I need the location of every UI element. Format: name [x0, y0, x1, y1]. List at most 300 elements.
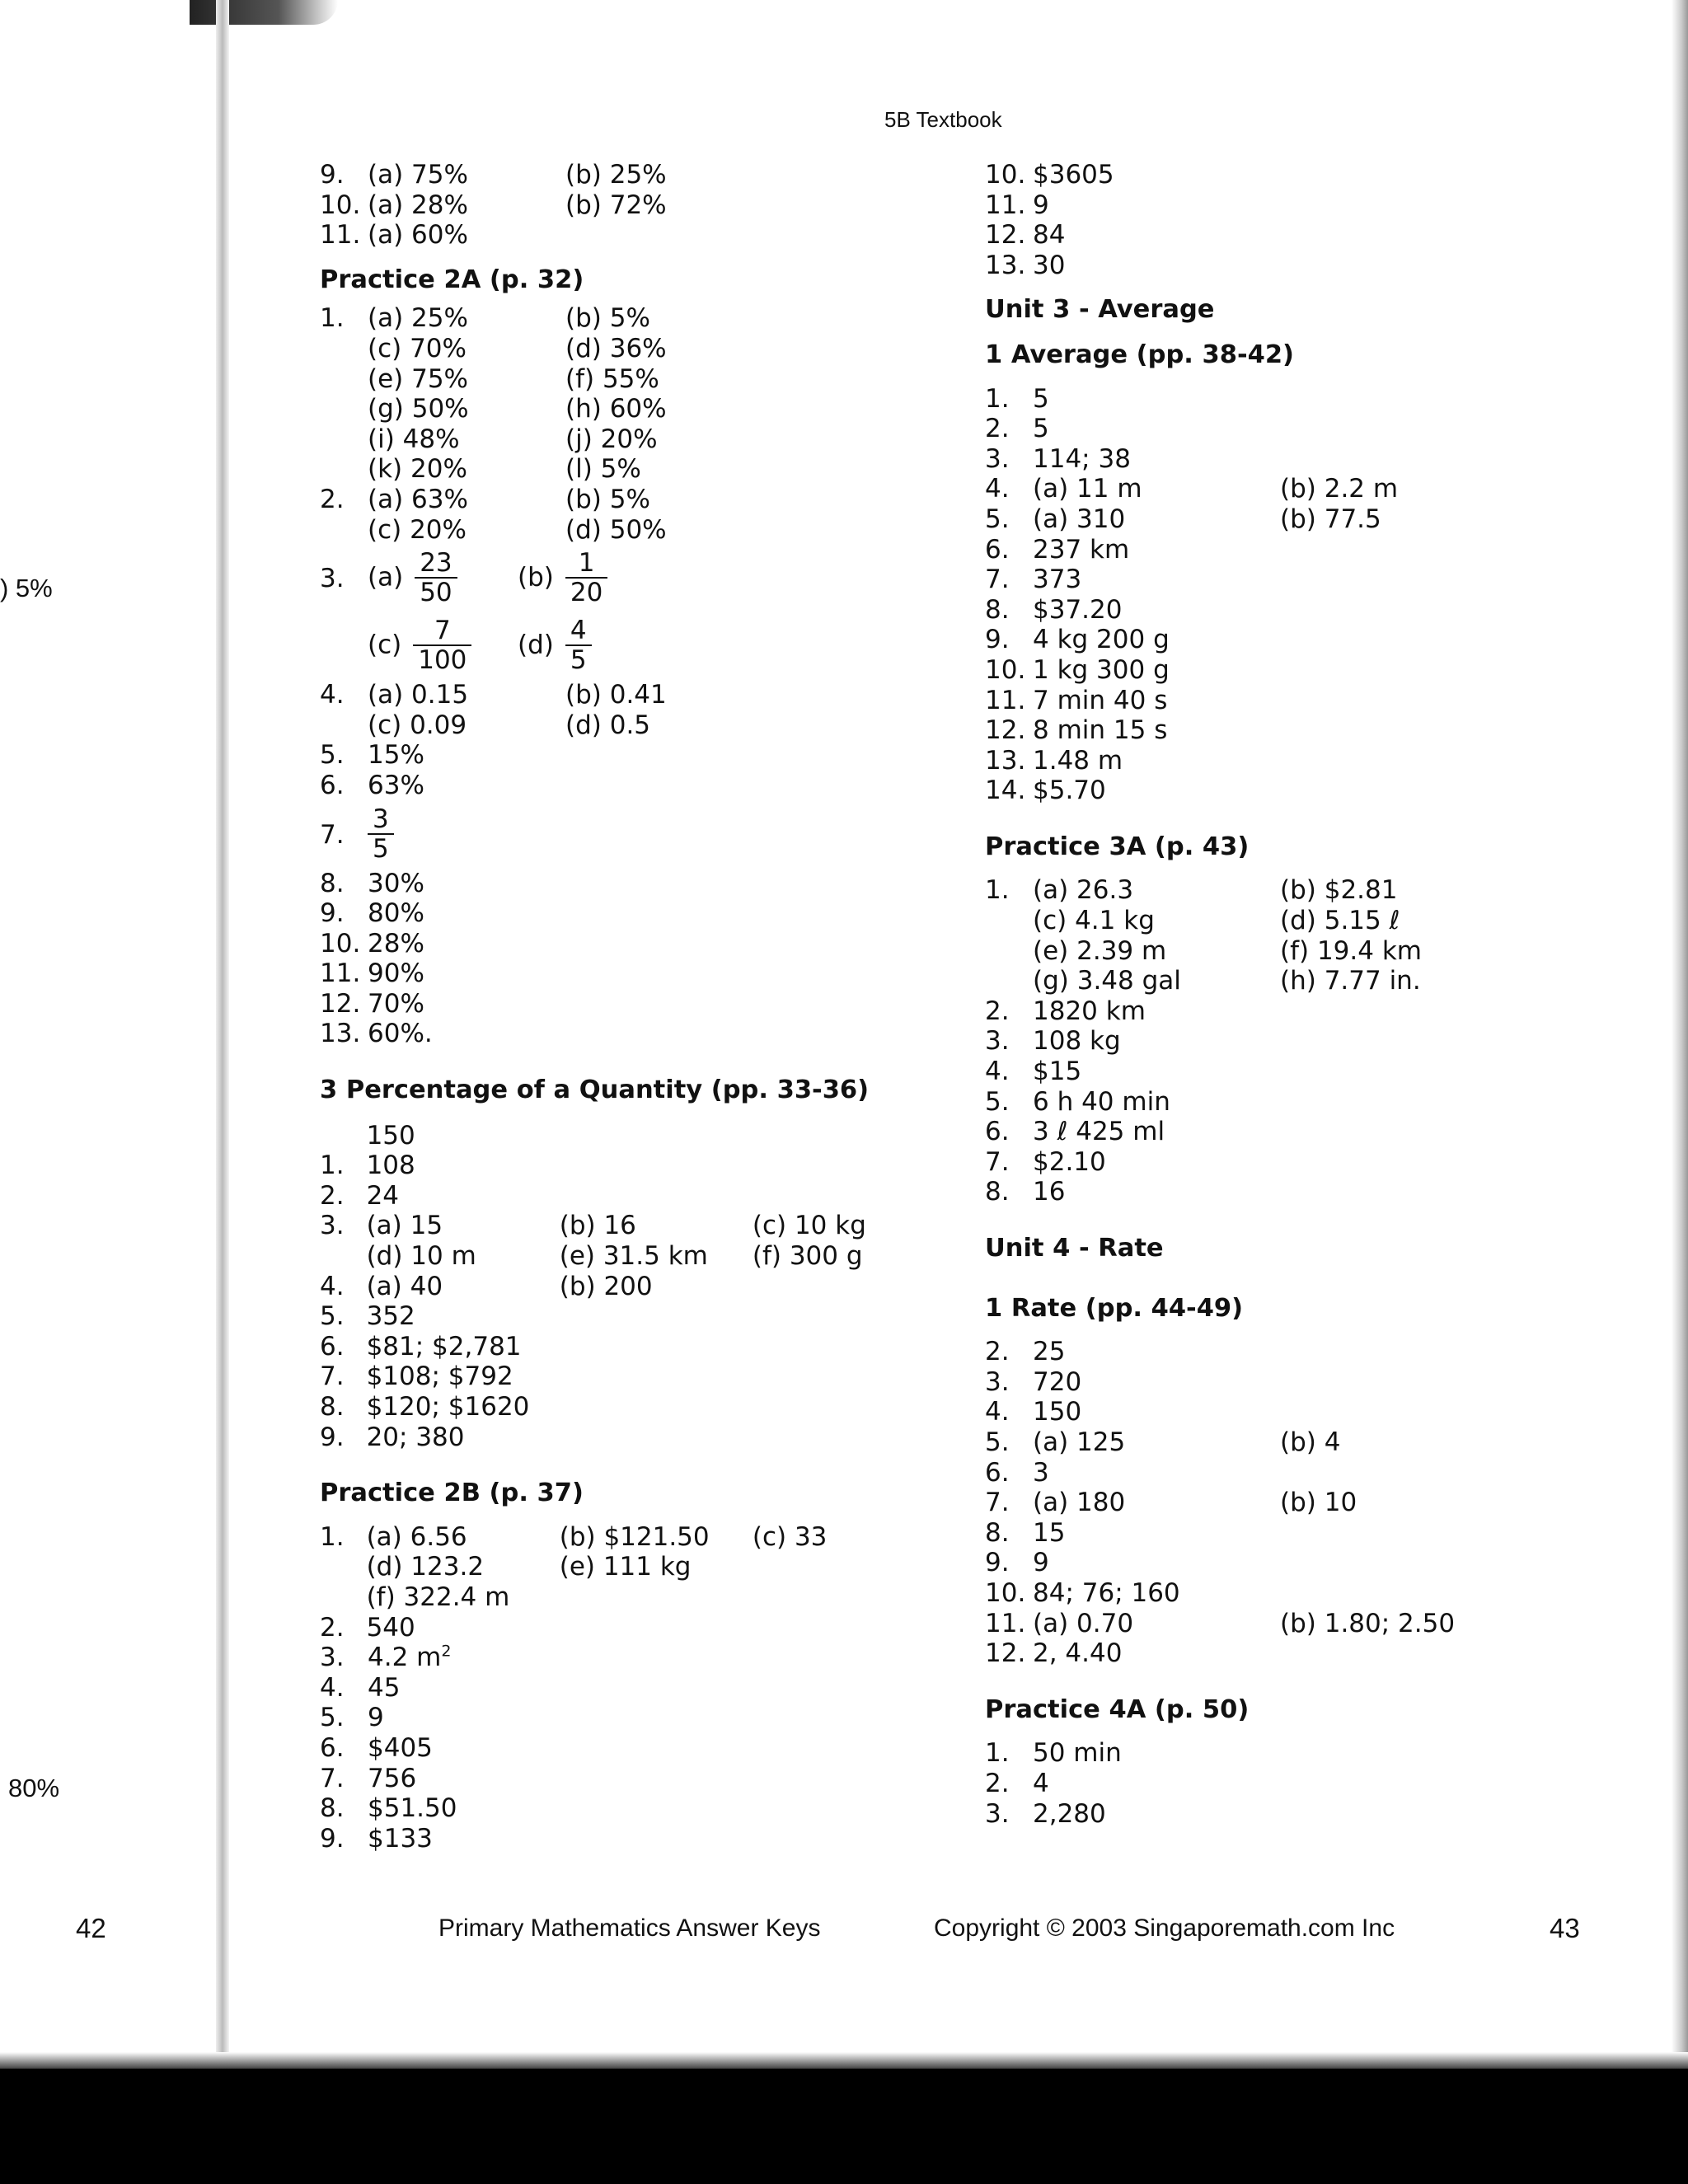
item-number: 8. [985, 1517, 1010, 1548]
practice-2a-list [320, 303, 913, 545]
answer-text: (d) 123.2 [366, 1552, 485, 1582]
item-number [985, 906, 1033, 936]
list-item [985, 1397, 1512, 1427]
answer-text: (b) 0.41 [565, 680, 667, 710]
answer-text [1280, 715, 1494, 746]
list-item [985, 875, 1512, 906]
answer-text [1280, 996, 1494, 1027]
answer-text: $120; $1620 [366, 1392, 530, 1422]
item-number [320, 454, 368, 485]
answer-text: 4 kg 200 g [1033, 625, 1170, 655]
answer-text: 3 ℓ 425 ml [1033, 1117, 1165, 1147]
item-number: 13. [985, 250, 1026, 280]
answer-text: $37.20 [1033, 594, 1123, 625]
page-bottom-edge [0, 2052, 1688, 2069]
answer-text [560, 1613, 753, 1643]
item-number: 5. [985, 504, 1010, 534]
item-number: 8. [320, 868, 345, 898]
right-column [985, 160, 1512, 1829]
answer-text [565, 220, 763, 251]
answer-text [1280, 535, 1494, 565]
answer-text: 9 [1033, 1548, 1049, 1578]
answer-text: (j) 20% [565, 424, 658, 454]
unit-heading-rate: Unit 4 - Rate [985, 1234, 1164, 1263]
item-number: 6. [985, 1117, 1010, 1147]
item-number: 13. [320, 1019, 361, 1049]
answer-text: 373 [1033, 565, 1082, 595]
answer-text: 352 [366, 1301, 415, 1332]
answer-text [1280, 1367, 1494, 1398]
answer-text [1280, 1177, 1494, 1207]
answer-text: (a) 26.3 [1033, 875, 1134, 906]
answer-text: 237 km [1033, 534, 1130, 565]
practice-2a-q3-row2: (c) $\frac{7}{100}$ (d) $\frac{4}{5}$ [320, 612, 913, 680]
list-item [985, 966, 1512, 996]
practice-4a-list [985, 1738, 1512, 1829]
answer-text [1280, 414, 1494, 444]
list-item [985, 715, 1512, 746]
answer-text: (a) 6.56 [366, 1521, 467, 1552]
list-item [320, 1422, 913, 1453]
answer-text [565, 740, 763, 771]
rate-list [985, 1337, 1512, 1669]
answer-text: (f) 322.4 m [366, 1582, 510, 1612]
list-item [320, 740, 913, 771]
answer-text: 30% [368, 868, 424, 898]
section-heading-rate: 1 Rate (pp. 44-49) [985, 1293, 1244, 1323]
list-item [985, 1087, 1512, 1118]
answer-text [1280, 565, 1494, 595]
list-item [985, 996, 1512, 1027]
answer-text: $108; $792 [366, 1361, 513, 1392]
answer-text: (h) 7.77 in. [1280, 966, 1421, 996]
answer-text: (a) 125 [1033, 1427, 1126, 1457]
answer-text [753, 1422, 913, 1453]
section-heading-practice-3a: Practice 3A (p. 43) [985, 832, 1250, 861]
practice-2a-list-2 [320, 680, 913, 800]
item-number: 4. [320, 680, 345, 710]
answer-text: 540 [366, 1612, 415, 1643]
answer-text [560, 1392, 753, 1422]
answer-text: (b) 1.80; 2.50 [1280, 1608, 1456, 1638]
answer-text: (a) 25% [368, 303, 468, 334]
answer-text: (e) 75% [368, 363, 469, 394]
answer-text: 150 [366, 1120, 415, 1151]
left-column [320, 160, 913, 1854]
list-item [320, 1241, 913, 1272]
list-item [320, 334, 913, 364]
answer-text: (e) 2.39 m [1033, 935, 1167, 966]
item-number [320, 515, 368, 546]
item-number: 7. [985, 1146, 1010, 1177]
list-item [985, 251, 1512, 281]
answer-text: 60%. [368, 1019, 433, 1049]
answer-text: 114; 38 [1033, 443, 1131, 474]
item-number: 6. [320, 1331, 345, 1361]
item-number: 8. [320, 1793, 345, 1824]
list-item [985, 1738, 1512, 1769]
percentage-of-quantity-list [320, 1121, 913, 1453]
fraction: $\frac{23}{50}$ [415, 550, 457, 607]
answer-text: (d) 50% [565, 514, 667, 545]
answer-text [1280, 1578, 1494, 1609]
answer-text: 4 [1033, 1768, 1049, 1798]
answer-text: (k) 20% [368, 454, 467, 485]
answer-text: 45 [368, 1672, 401, 1703]
right-page-number: 43 [1550, 1913, 1580, 1943]
answer-text [1280, 1057, 1494, 1087]
item-number: 1. [320, 1521, 345, 1552]
item-number: 6. [320, 1732, 345, 1763]
answer-text [1280, 625, 1494, 655]
answer-text: (b) 4 [1280, 1427, 1341, 1457]
answer-text: 9 [368, 1703, 384, 1733]
answer-text [560, 1151, 753, 1181]
list-item [985, 160, 1512, 190]
list-item [320, 1211, 913, 1241]
item-number: 2. [985, 1768, 1010, 1798]
item-number: 14. [985, 776, 1026, 806]
answer-text: 720 [1033, 1366, 1082, 1397]
left-page-number: 42 [76, 1913, 106, 1943]
answer-text: 25 [1033, 1337, 1066, 1367]
list-item [320, 454, 913, 485]
answer-text: (l) 5% [565, 454, 641, 485]
answer-text [560, 1121, 753, 1151]
item-number: 1. [985, 875, 1010, 906]
answer-text: $5.70 [1033, 776, 1106, 806]
section-heading-practice-2a: Practice 2A (p. 32) [320, 265, 584, 294]
item-number: 6. [985, 1457, 1010, 1488]
answer-text [1280, 384, 1494, 415]
answer-text [1280, 1458, 1494, 1488]
practice-2b-list [320, 1522, 913, 1643]
answer-text: $133 [368, 1823, 433, 1854]
answer-text [565, 771, 763, 801]
list-item [320, 364, 913, 395]
answer-text: 80% [368, 898, 424, 929]
list-item [985, 746, 1512, 776]
answer-text [753, 1151, 913, 1181]
answer-text: (f) 300 g [752, 1241, 863, 1272]
item-number: 4. [985, 1397, 1010, 1427]
list-item [985, 1769, 1512, 1799]
list-item [985, 474, 1512, 504]
answer-text: 28% [368, 928, 424, 958]
page-right-edge [1672, 0, 1688, 2064]
answer-text [753, 1361, 913, 1392]
answer-text: (b) $2.81 [1280, 875, 1398, 906]
item-number: 1. [985, 1738, 1010, 1769]
list-item [320, 485, 913, 515]
item-number: 12. [320, 988, 361, 1019]
list-item [320, 1361, 913, 1392]
answer-text: 15 [1033, 1517, 1066, 1548]
answer-text: 108 kg [1033, 1026, 1121, 1057]
fraction: $\frac{1}{20}$ [565, 550, 607, 607]
answer-text: (c) 20% [368, 514, 467, 545]
answer-text: (a) 60% [368, 220, 468, 251]
answer-text: (a) 0.15 [368, 680, 469, 710]
answer-text: (a) 28% [368, 190, 468, 220]
item-number: 11. [320, 958, 361, 989]
item-number [320, 424, 368, 455]
list-item [320, 1703, 913, 1733]
item-number: 10. [320, 928, 361, 958]
list-item [985, 1799, 1512, 1830]
list-item [320, 1392, 913, 1422]
answer-text [753, 1301, 913, 1332]
item-number: 11. [320, 220, 361, 251]
answer-text: $81; $2,781 [366, 1331, 522, 1361]
list-item [985, 1177, 1512, 1207]
answer-text [753, 1181, 913, 1212]
answer-text [1280, 776, 1494, 806]
answer-text [560, 1361, 753, 1392]
list-item [985, 414, 1512, 444]
answer-text: 90% [368, 958, 424, 989]
section-heading-practice-2b: Practice 2B (p. 37) [320, 1479, 584, 1508]
answer-text: $3605 [1033, 160, 1114, 190]
answer-text: (e) 111 kg [559, 1552, 692, 1582]
item-number: 9. [320, 160, 345, 190]
book-spine [216, 0, 229, 2064]
item-number: 2. [985, 1337, 1010, 1367]
item-number: 3. [985, 443, 1010, 474]
item-number: 2. [985, 996, 1010, 1026]
item-number: 8. [320, 1392, 345, 1422]
answer-text: (c) 0.09 [368, 710, 467, 740]
list-item [985, 444, 1512, 475]
answer-text: (b) 5% [565, 484, 650, 514]
answer-text: (a) 75% [368, 160, 468, 190]
list-item [320, 989, 913, 1019]
item-number: 2. [320, 484, 345, 514]
answer-text: 9 [1033, 190, 1049, 220]
fraction: $\frac{4}{5}$ [565, 617, 592, 675]
section-heading-practice-4a: Practice 4A (p. 50) [985, 1694, 1250, 1724]
answer-text: (b) 16 [559, 1211, 636, 1241]
answer-text: 1.48 m [1033, 745, 1123, 776]
answer-text: 50 min [1033, 1738, 1122, 1769]
item-number: 12. [985, 715, 1026, 746]
practice-3a-list [985, 875, 1512, 1207]
item-number: 2. [985, 414, 1010, 444]
answer-text: 70% [368, 988, 424, 1019]
item-number: 10. [985, 1577, 1026, 1608]
answer-text: 108 [366, 1151, 415, 1181]
list-item [985, 190, 1512, 221]
item-number [320, 1241, 367, 1272]
answer-text [1280, 1117, 1494, 1147]
item-number: 3. [985, 1026, 1010, 1057]
list-item [320, 160, 913, 190]
list-item [985, 1057, 1512, 1087]
item-number: 13. [985, 745, 1026, 776]
item-number [320, 1552, 367, 1582]
answer-text: (g) 50% [368, 394, 469, 424]
answer-text: (b) $121.50 [559, 1521, 710, 1552]
fraction: $\frac{7}{100}$ [413, 617, 471, 675]
list-item [320, 869, 913, 899]
list-item [320, 424, 913, 455]
item-number: 10. [320, 190, 361, 220]
answer-text: 15% [368, 740, 424, 771]
list-item [985, 1367, 1512, 1398]
list-item [985, 1578, 1512, 1609]
answer-text: 1820 km [1033, 996, 1146, 1026]
margin-fragment-5pct: ) 5% [0, 574, 53, 602]
scan-shadow-top [190, 0, 338, 25]
section-heading-average: 1 Average (pp. 38-42) [985, 340, 1294, 369]
answer-text [753, 1582, 913, 1613]
list-item [320, 1582, 913, 1613]
answer-text [1280, 1087, 1494, 1118]
item-number: 6. [985, 534, 1010, 565]
answer-text [1280, 746, 1494, 776]
answer-text: 30 [1033, 250, 1066, 280]
answer-text: 7 min 40 s [1033, 685, 1168, 715]
item-number: 10. [985, 160, 1026, 190]
left-top-items [320, 160, 913, 251]
list-item [320, 898, 913, 929]
item-number: 5. [320, 740, 345, 771]
answer-text: (e) 31.5 km [559, 1241, 708, 1272]
list-item [320, 1764, 913, 1794]
answer-text: (b) 77.5 [1280, 504, 1381, 534]
list-item [985, 1337, 1512, 1367]
list-item: 3. 4.2 $m^2$ [320, 1642, 452, 1673]
list-item [985, 1488, 1512, 1518]
answer-text: 3 [1033, 1457, 1049, 1488]
item-number: 7. [985, 565, 1010, 595]
item-number: 5. [320, 1703, 345, 1733]
item-number: 12. [985, 220, 1026, 251]
answer-text: 5 [1033, 414, 1049, 444]
item-number: 12. [985, 1638, 1026, 1669]
list-item [985, 776, 1512, 806]
item-number [320, 1582, 367, 1613]
answer-text: (b) 72% [565, 190, 667, 220]
answer-text: 1 kg 300 g [1033, 654, 1170, 685]
list-item [320, 929, 913, 959]
list-item [320, 190, 913, 221]
answer-text: 5 [1033, 383, 1049, 414]
item-number [320, 1121, 367, 1151]
item-number: 5. [320, 1301, 345, 1332]
answer-text [1280, 1518, 1494, 1549]
list-item [320, 680, 913, 710]
list-item [320, 1522, 913, 1553]
item-number [320, 334, 368, 364]
item-number: 7. [320, 1763, 345, 1793]
answer-text [753, 1613, 913, 1643]
answer-text [1280, 686, 1494, 716]
answer-text [753, 1121, 913, 1151]
list-item [320, 1733, 913, 1764]
list-item [985, 1458, 1512, 1488]
right-top-items [985, 160, 1512, 280]
item-number: 2. [320, 1612, 345, 1643]
list-item [320, 958, 913, 989]
answer-text [1280, 655, 1494, 686]
item-number: 1. [320, 1151, 345, 1181]
answer-text: (b) 200 [559, 1271, 653, 1301]
answer-text: (b) 25% [565, 160, 667, 190]
list-item [985, 1518, 1512, 1549]
answer-text: (c) 10 kg [752, 1211, 866, 1241]
item-number: 4. [985, 1057, 1010, 1087]
list-item [985, 595, 1512, 626]
answer-text [753, 1552, 913, 1582]
answer-text: (d) 10 m [366, 1241, 476, 1272]
answer-text: (f) 19.4 km [1280, 935, 1422, 966]
list-item [320, 710, 913, 741]
answer-text: (d) 0.5 [565, 710, 651, 740]
answer-text: (a) 40 [366, 1271, 443, 1301]
list-item [320, 1673, 913, 1704]
item-number: 11. [985, 685, 1026, 715]
answer-text: (b) 10 [1280, 1488, 1357, 1518]
answer-text: (a) 180 [1033, 1488, 1126, 1518]
answer-text: 63% [368, 770, 424, 800]
answer-text [560, 1332, 753, 1362]
list-item [320, 1301, 913, 1332]
item-number: 4. [320, 1672, 345, 1703]
answer-text [1280, 444, 1494, 475]
list-item [320, 1272, 913, 1302]
running-header: 5B Textbook [884, 107, 1002, 132]
answer-text: $405 [368, 1732, 433, 1763]
list-item [985, 625, 1512, 655]
item-number: 9. [320, 1823, 345, 1854]
margin-fragment-80pct: 80% [8, 1774, 60, 1802]
item-number: 3. [320, 1211, 345, 1241]
answer-text: (h) 60% [565, 394, 667, 424]
section-heading-percentage-of-quantity: 3 Percentage of a Quantity (pp. 33-36) [320, 1076, 870, 1105]
answer-text [1280, 1548, 1494, 1578]
list-item [985, 1609, 1512, 1639]
list-item [985, 535, 1512, 565]
answer-text: (c) 33 [752, 1521, 828, 1552]
answer-text: 150 [1033, 1397, 1082, 1427]
item-number: 5. [985, 1086, 1010, 1117]
item-number: 9. [985, 1548, 1010, 1578]
item-number: 9. [320, 898, 345, 929]
practice-2a-q7: 7. $\frac{3}{5}$ [320, 801, 913, 869]
item-number: 3. [985, 1798, 1010, 1829]
list-item [985, 1638, 1512, 1669]
footer-copyright: Copyright © 2003 Singaporemath.com Inc [934, 1915, 1395, 1942]
item-number: 7. [985, 1488, 1010, 1518]
list-item [320, 394, 913, 424]
answer-text: (a) 15 [366, 1211, 443, 1241]
answer-text: 2, 4.40 [1033, 1638, 1123, 1669]
answer-text: (a) 0.70 [1033, 1608, 1134, 1638]
item-number [985, 936, 1033, 967]
answer-text: (a) 63% [368, 484, 468, 514]
answer-text: 756 [368, 1763, 417, 1793]
list-item [320, 1332, 913, 1362]
list-item [985, 1427, 1512, 1458]
practice-2b-list-2 [320, 1673, 913, 1854]
answer-text: (c) 70% [368, 333, 467, 363]
item-number [320, 364, 368, 395]
answer-text [560, 1181, 753, 1212]
answer-text: 20; 380 [366, 1422, 465, 1452]
list-item [320, 1181, 913, 1212]
average-list [985, 384, 1512, 806]
